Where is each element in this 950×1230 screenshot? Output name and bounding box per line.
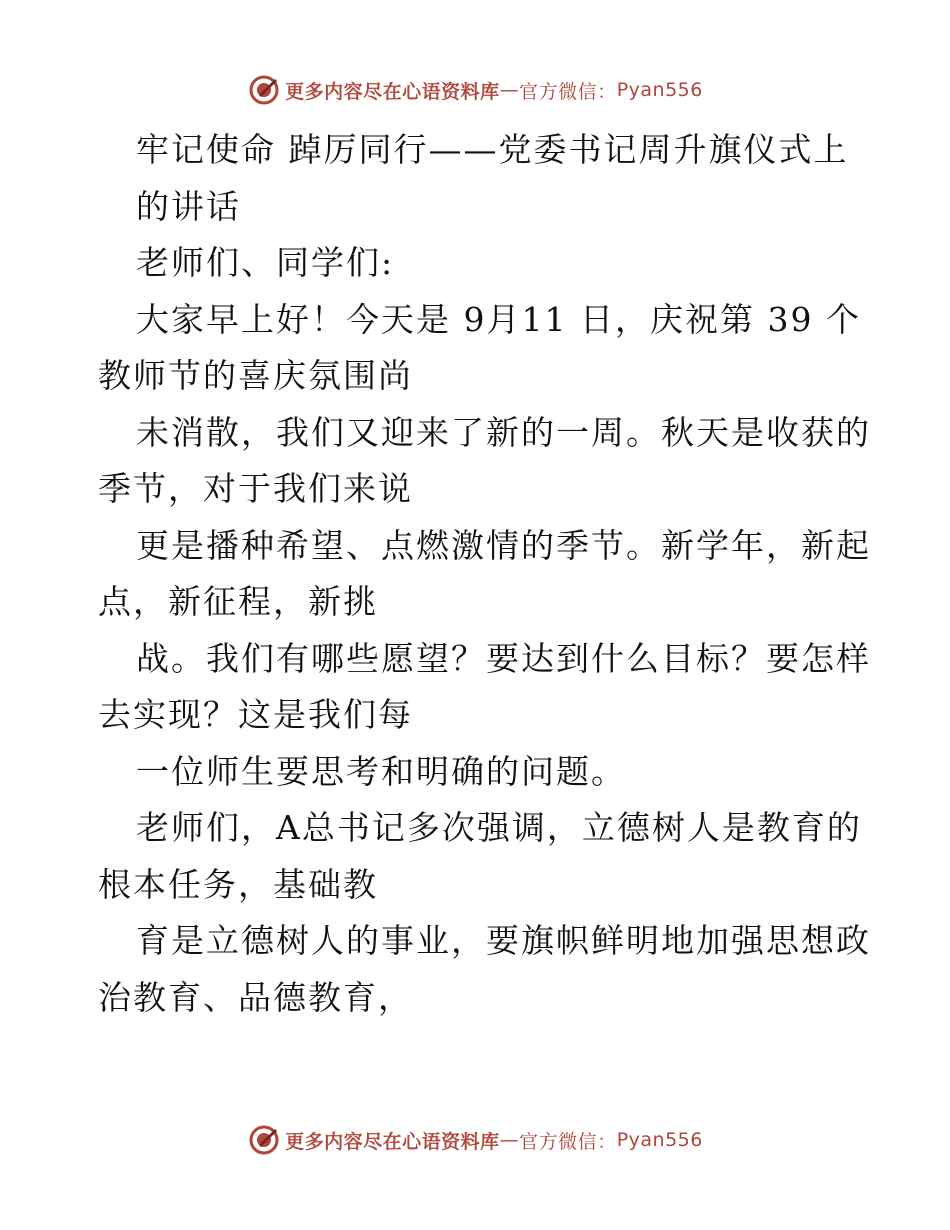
banner-separator: — bbox=[499, 79, 520, 101]
document-line: 季节，对于我们来说 bbox=[98, 469, 413, 508]
document-line: 的讲话 bbox=[136, 186, 241, 226]
document-line: 更是播种希望、点燃激情的季节。新学年，新起 bbox=[136, 525, 871, 565]
header-watermark-banner bbox=[0, 70, 950, 110]
pen-logo-icon bbox=[247, 1123, 281, 1157]
banner-wechat-label: 官方微信： bbox=[519, 80, 617, 103]
document-line: 育是立德树人的事业，要旗帜鲜明地加强思想政 bbox=[136, 921, 871, 960]
document-line: 去实现？这是我们每 bbox=[98, 695, 413, 734]
document-line: 未消散，我们又迎来了新的一周。秋天是收获的 bbox=[136, 412, 871, 452]
banner-wechat-id: Pyan556 bbox=[616, 79, 703, 101]
document-line: 牢记使命 踔厉同行——党委书记周升旗仪式上 bbox=[136, 130, 849, 169]
document-line: 老师们，A总书记多次强调，立德树人是教育的 bbox=[136, 808, 862, 847]
document-line: 一位师生要思考和明确的问题。 bbox=[136, 751, 626, 791]
document-line: 根本任务，基础教 bbox=[98, 864, 378, 904]
banner-wechat-label: 官方微信： bbox=[519, 1130, 617, 1153]
document-body bbox=[98, 122, 871, 1026]
document-line: 老师们、同学们: bbox=[136, 243, 395, 282]
footer-watermark-banner bbox=[0, 1120, 950, 1160]
pen-logo-icon bbox=[247, 73, 281, 107]
banner-wechat-id: Pyan556 bbox=[616, 1129, 703, 1151]
banner-main-text: 更多内容尽在心语资料库 bbox=[285, 1130, 500, 1153]
document-line: 点，新征程，新挑 bbox=[98, 582, 378, 621]
banner-separator: — bbox=[499, 1129, 520, 1151]
document-line: 教师节的喜庆氛围尚 bbox=[98, 356, 413, 395]
banner-main-text: 更多内容尽在心语资料库 bbox=[285, 80, 500, 103]
document-line: 大家早上好！今天是 9月11 日，庆祝第 39 个 bbox=[136, 299, 861, 339]
document-line: 治教育、品德教育， bbox=[98, 977, 413, 1017]
document-line: 战。我们有哪些愿望？要达到什么目标？要怎样 bbox=[136, 638, 871, 678]
